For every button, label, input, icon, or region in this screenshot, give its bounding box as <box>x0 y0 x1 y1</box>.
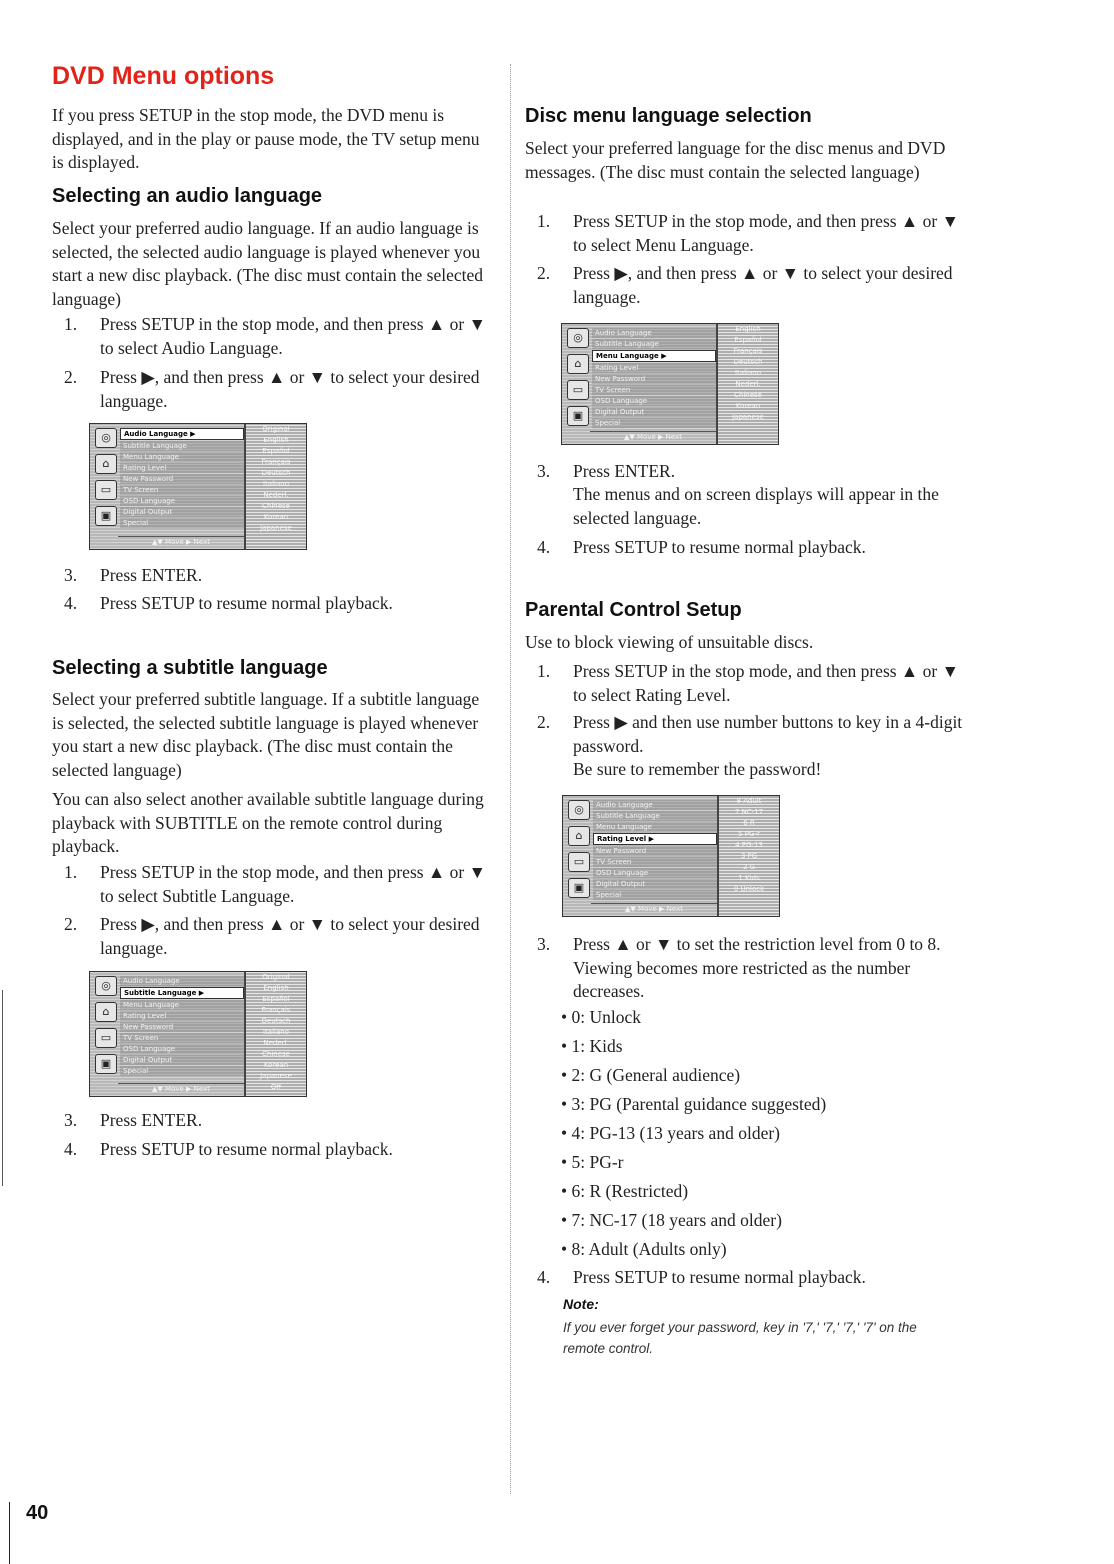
rating-level-item: • 3: PG (Parental guidance suggested) <box>561 1094 827 1114</box>
menu-language-osd <box>561 323 779 445</box>
disc-menu-heading: Disc menu language selection <box>525 105 812 127</box>
osd-icon-column <box>92 976 118 1080</box>
osd-option-item: Nederl. <box>263 491 289 499</box>
step-number: 2. <box>64 914 78 934</box>
disc-icon: ◎ <box>567 328 589 348</box>
parental-body: Use to block viewing of unsuitable discs. <box>525 632 814 652</box>
osd-menu-row: Rating Level ▶ <box>593 833 717 845</box>
osd-menu-row: Rating Level <box>120 1011 244 1021</box>
osd-option-item: Deutsch <box>261 1017 291 1025</box>
subtitle-body: Select your preferred subtitle language. If a subtitle language is selected, the selected subtitle language is played whenever you start a new disc playback. (The disc must contain the selected language) <box>52 689 480 780</box>
osd-menu-row: Menu Language <box>593 822 717 832</box>
osd-menu-row: Special <box>592 418 716 428</box>
rating-level-item: • 1: Kids <box>561 1036 623 1056</box>
audio-heading: Selecting an audio language <box>52 185 323 207</box>
step-number: 2. <box>537 263 551 283</box>
osd-option-item: Français <box>733 347 763 355</box>
step-number: 4. <box>64 1139 78 1159</box>
osd-option-item: Japanese <box>260 524 292 532</box>
osd-option-item: Italiano <box>263 480 289 488</box>
osd-menu-row: Digital Output <box>593 879 717 889</box>
step-text: Press SETUP to resume normal playback. <box>100 593 393 613</box>
step-number: 2. <box>537 712 551 732</box>
margin-rule <box>2 990 3 1186</box>
osd-option-item: 5 PG-r <box>738 830 760 838</box>
step-text: Press ENTER. <box>100 1110 203 1130</box>
speaker-icon: ▣ <box>95 1054 117 1074</box>
osd-footer: ▲▼ Move ▶ Next <box>590 431 716 442</box>
tv-icon: ▭ <box>95 480 117 500</box>
step-number: 1. <box>537 661 551 681</box>
osd-menu-row: OSD Language <box>592 396 716 406</box>
osd-menu-row: Audio Language ▶ <box>120 428 244 440</box>
osd-option-panel <box>244 424 306 549</box>
rating-level-item: • 0: Unlock <box>561 1007 642 1027</box>
osd-menu-row: TV Screen <box>120 485 244 495</box>
osd-option-item: Korean <box>263 513 289 521</box>
step-text: Press SETUP in the stop mode, and then press ▲ or ▼ to select Rating Level. <box>573 661 959 705</box>
osd-menu-rows <box>120 976 244 1077</box>
osd-option-item: Off <box>270 1083 282 1091</box>
osd-option-item: Español <box>262 447 290 455</box>
page-number-rule <box>9 1502 10 1564</box>
osd-option-item: Deutsch <box>733 358 763 366</box>
lock-icon: ⌂ <box>568 826 590 846</box>
osd-option-panel <box>716 324 778 444</box>
step-number: 3. <box>64 565 78 585</box>
osd-menu-row: Subtitle Language ▶ <box>120 987 244 999</box>
osd-menu-row: Digital Output <box>120 507 244 517</box>
osd-option-item: Nederl. <box>263 1039 289 1047</box>
osd-option-item: Español <box>262 995 290 1003</box>
step-text: Press ▲ or ▼ to set the restriction level from 0 to 8. Viewing becomes more restricted as the number decreases. <box>573 934 941 1001</box>
disc-icon: ◎ <box>568 800 590 820</box>
osd-option-item: 6 R <box>743 819 755 827</box>
osd-option-item: Nederl. <box>735 380 761 388</box>
disc-icon: ◎ <box>95 428 117 448</box>
disc-icon: ◎ <box>95 976 117 996</box>
lock-icon: ⌂ <box>95 454 117 474</box>
osd-option-item: Chinese <box>262 1050 290 1058</box>
osd-option-item: Chinese <box>734 391 762 399</box>
step-number: 1. <box>537 211 551 231</box>
subtitle-body-2: You can also select another available subtitle language during playback with SUBTITLE on the remote control during playback. <box>52 789 484 856</box>
osd-menu-row: New Password <box>120 1022 244 1032</box>
osd-menu-row: Special <box>120 518 244 528</box>
step-number: 1. <box>64 314 78 334</box>
rating-level-item: • 4: PG-13 (13 years and older) <box>561 1123 780 1143</box>
lock-icon: ⌂ <box>567 354 589 374</box>
step-text: Press SETUP in the stop mode, and then press ▲ or ▼ to select Audio Language. <box>100 314 486 358</box>
page-number: 40 <box>26 1502 49 1524</box>
osd-menu-rows <box>120 428 244 529</box>
osd-option-item: Korean <box>263 1061 289 1069</box>
osd-menu-row: Digital Output <box>592 407 716 417</box>
step-text: Press ENTER. <box>100 565 203 585</box>
audio-language-osd <box>89 423 307 550</box>
osd-main-panel <box>562 324 717 444</box>
page-title: DVD Menu options <box>52 62 275 90</box>
osd-option-item: Español <box>734 336 762 344</box>
osd-menu-row: Special <box>120 1066 244 1076</box>
step-text: Press ▶, and then press ▲ or ▼ to select your desired language. <box>573 263 953 307</box>
osd-main-panel <box>90 972 245 1096</box>
osd-menu-row: OSD Language <box>120 1044 244 1054</box>
tv-icon: ▭ <box>95 1028 117 1048</box>
subtitle-language-osd <box>89 971 307 1097</box>
osd-menu-row: Digital Output <box>120 1055 244 1065</box>
osd-option-item: English <box>263 984 289 992</box>
step-number: 3. <box>537 934 551 954</box>
osd-menu-row: OSD Language <box>120 496 244 506</box>
osd-menu-rows <box>593 800 717 901</box>
osd-option-item: 8 Adult <box>736 797 762 805</box>
step-number: 4. <box>64 593 78 613</box>
osd-footer: ▲▼ Move ▶ Next <box>591 903 717 914</box>
note-label: Note: <box>563 1296 599 1312</box>
osd-menu-row: TV Screen <box>593 857 717 867</box>
step-text: Press ▶ and then use number buttons to key in a 4-digit password. <box>573 712 963 756</box>
step-number: 2. <box>64 367 78 387</box>
osd-menu-row: TV Screen <box>120 1033 244 1043</box>
rating-level-item: • 5: PG-r <box>561 1152 624 1172</box>
osd-option-item: Japanese <box>732 413 764 421</box>
osd-menu-row: Rating Level <box>120 463 244 473</box>
step-text: Press SETUP to resume normal playback. <box>573 537 866 557</box>
step-number: 3. <box>537 461 551 481</box>
step-text: Press ▶, and then press ▲ or ▼ to select your desired language. <box>100 367 480 411</box>
osd-menu-row: Subtitle Language <box>592 339 716 349</box>
osd-option-item: 1 Kids <box>738 874 760 882</box>
osd-option-item: Français <box>261 458 291 466</box>
subtitle-heading: Selecting a subtitle language <box>52 657 328 679</box>
speaker-icon: ▣ <box>567 406 589 426</box>
osd-option-item: Original <box>262 425 290 433</box>
osd-option-panel <box>244 972 306 1096</box>
osd-option-item: Original <box>262 973 290 981</box>
step-number: 4. <box>537 537 551 557</box>
osd-option-item: Chinese <box>262 502 290 510</box>
step-number: 4. <box>537 1267 551 1287</box>
osd-option-item: 0 Unlock <box>733 885 765 893</box>
speaker-icon: ▣ <box>568 878 590 898</box>
osd-icon-column <box>564 328 590 432</box>
osd-option-item: Japanese <box>260 1072 292 1080</box>
parental-heading: Parental Control Setup <box>525 599 742 621</box>
rating-level-item: • 8: Adult (Adults only) <box>561 1239 727 1259</box>
step-number: 3. <box>64 1110 78 1130</box>
step-text: Press SETUP to resume normal playback. <box>100 1139 393 1159</box>
step-text: Press ▶, and then press ▲ or ▼ to select your desired language. <box>100 914 480 958</box>
osd-option-item: Italiano <box>735 369 761 377</box>
disc-menu-step-3-detail: The menus and on screen displays will appear in the selected language. <box>573 484 939 528</box>
osd-icon-column <box>92 428 118 532</box>
osd-menu-row: Rating Level <box>592 363 716 373</box>
lock-icon: ⌂ <box>95 1002 117 1022</box>
osd-main-panel <box>90 424 245 549</box>
rating-level-item: • 6: R (Restricted) <box>561 1181 689 1201</box>
note-text: If you ever forget your password, key in '7,' '7,' '7,' '7' on the remote control. <box>563 1320 917 1356</box>
osd-footer: ▲▼ Move ▶ Next <box>118 536 244 547</box>
osd-option-item: Français <box>261 1006 291 1014</box>
osd-main-panel <box>563 796 718 916</box>
osd-menu-row: New Password <box>120 474 244 484</box>
tv-icon: ▭ <box>567 380 589 400</box>
osd-menu-row: Menu Language <box>120 1000 244 1010</box>
osd-option-item: 4 PG-13 <box>735 841 763 849</box>
osd-menu-row: Menu Language ▶ <box>592 350 716 362</box>
osd-option-item: 7 NC-17 <box>734 808 764 816</box>
osd-menu-rows <box>592 328 716 429</box>
osd-option-item: Italiano <box>263 1028 289 1036</box>
osd-menu-row: Special <box>593 890 717 900</box>
step-number: 1. <box>64 862 78 882</box>
step-text: Press SETUP in the stop mode, and then press ▲ or ▼ to select Subtitle Language. <box>100 862 486 906</box>
osd-footer: ▲▼ Move ▶ Next <box>118 1083 244 1094</box>
osd-option-item: Korean <box>735 402 761 410</box>
rating-level-osd <box>562 795 780 917</box>
rating-level-item: • 7: NC-17 (18 years and older) <box>561 1210 782 1230</box>
osd-menu-row: Subtitle Language <box>593 811 717 821</box>
osd-menu-row: Audio Language <box>593 800 717 810</box>
step-text: Press SETUP in the stop mode, and then press ▲ or ▼ to select Menu Language. <box>573 211 959 255</box>
intro-text: If you press SETUP in the stop mode, the DVD menu is displayed, and in the play or pause mode, the TV setup menu is displayed. <box>52 105 480 172</box>
osd-option-item: 3 PG <box>740 852 758 860</box>
disc-menu-body: Select your preferred language for the disc menus and DVD messages. (The disc must contain the selected language) <box>525 138 946 182</box>
osd-menu-row: New Password <box>592 374 716 384</box>
parental-step-2-detail: Be sure to remember the password! <box>573 759 822 779</box>
tv-icon: ▭ <box>568 852 590 872</box>
osd-menu-row: New Password <box>593 846 717 856</box>
audio-body: Select your preferred audio language. If an audio language is selected, the selected audio language is played whenever you start a new disc playback. (The disc must contain the selected language) <box>52 218 484 309</box>
step-text: Press ENTER. <box>573 461 676 481</box>
column-divider <box>510 64 511 1494</box>
rating-level-item: • 2: G (General audience) <box>561 1065 741 1085</box>
osd-menu-row: Audio Language <box>120 976 244 986</box>
speaker-icon: ▣ <box>95 506 117 526</box>
osd-menu-row: Audio Language <box>592 328 716 338</box>
osd-menu-row: OSD Language <box>593 868 717 878</box>
osd-option-panel <box>717 796 779 916</box>
osd-menu-row: TV Screen <box>592 385 716 395</box>
step-text: Press SETUP to resume normal playback. <box>573 1267 866 1287</box>
osd-icon-column <box>565 800 591 904</box>
osd-option-item: English <box>735 325 761 333</box>
osd-menu-row: Menu Language <box>120 452 244 462</box>
osd-option-item: 2 G <box>742 863 756 871</box>
osd-option-item: Deutsch <box>261 469 291 477</box>
osd-option-item: English <box>263 436 289 444</box>
osd-menu-row: Subtitle Language <box>120 441 244 451</box>
